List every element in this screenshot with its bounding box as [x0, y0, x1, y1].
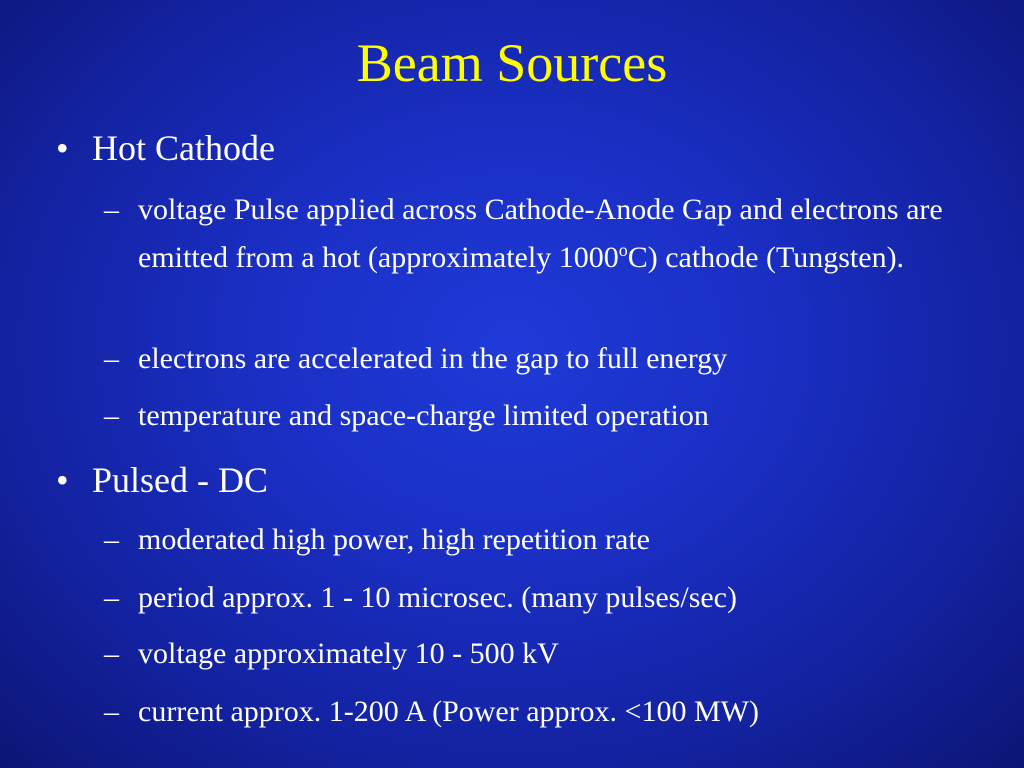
sub-item-text: electrons are accelerated in the gap to full energy [138, 342, 728, 375]
sub-item [104, 186, 988, 282]
sub-item-text: voltage approximately 10 - 500 kV [138, 637, 559, 670]
bullet-icon: • [56, 460, 69, 500]
bullet-heading: Hot Cathode [92, 128, 275, 168]
sub-item-text: current approx. 1-200 A (Power approx. <100 MW) [138, 695, 759, 728]
text-part: C) cathode (Tungsten). [627, 241, 905, 274]
dash-icon: – [104, 193, 119, 226]
sub-item-text [138, 186, 988, 282]
dash-icon: – [104, 399, 119, 432]
dash-icon: – [104, 523, 119, 556]
degree-superscript: o [618, 240, 628, 260]
dash-icon: – [104, 637, 119, 670]
sub-item-text: period approx. 1 - 10 microsec. (many pulses/sec) [138, 581, 737, 614]
sub-item [104, 516, 988, 564]
bullet-hot-cathode [56, 126, 275, 170]
sub-item-text: moderated high power, high repetition rate [138, 523, 650, 556]
dash-icon: – [104, 342, 119, 375]
sub-item [104, 574, 988, 622]
bullet-pulsed-dc [56, 458, 268, 502]
sub-item [104, 335, 988, 383]
bullet-icon: • [56, 128, 69, 168]
dash-icon: – [104, 695, 119, 728]
sub-item [104, 392, 988, 440]
sub-item-text: temperature and space-charge limited operation [138, 399, 709, 432]
bullet-heading: Pulsed - DC [92, 460, 269, 500]
sub-item [104, 630, 988, 678]
dash-icon: – [104, 581, 119, 614]
text-part: voltage Pulse applied across Cathode-Anode Gap and electrons are emitted from a hot (approximately 1000 [138, 193, 943, 274]
sub-item [104, 688, 988, 736]
slide-title: Beam Sources [356, 33, 668, 93]
